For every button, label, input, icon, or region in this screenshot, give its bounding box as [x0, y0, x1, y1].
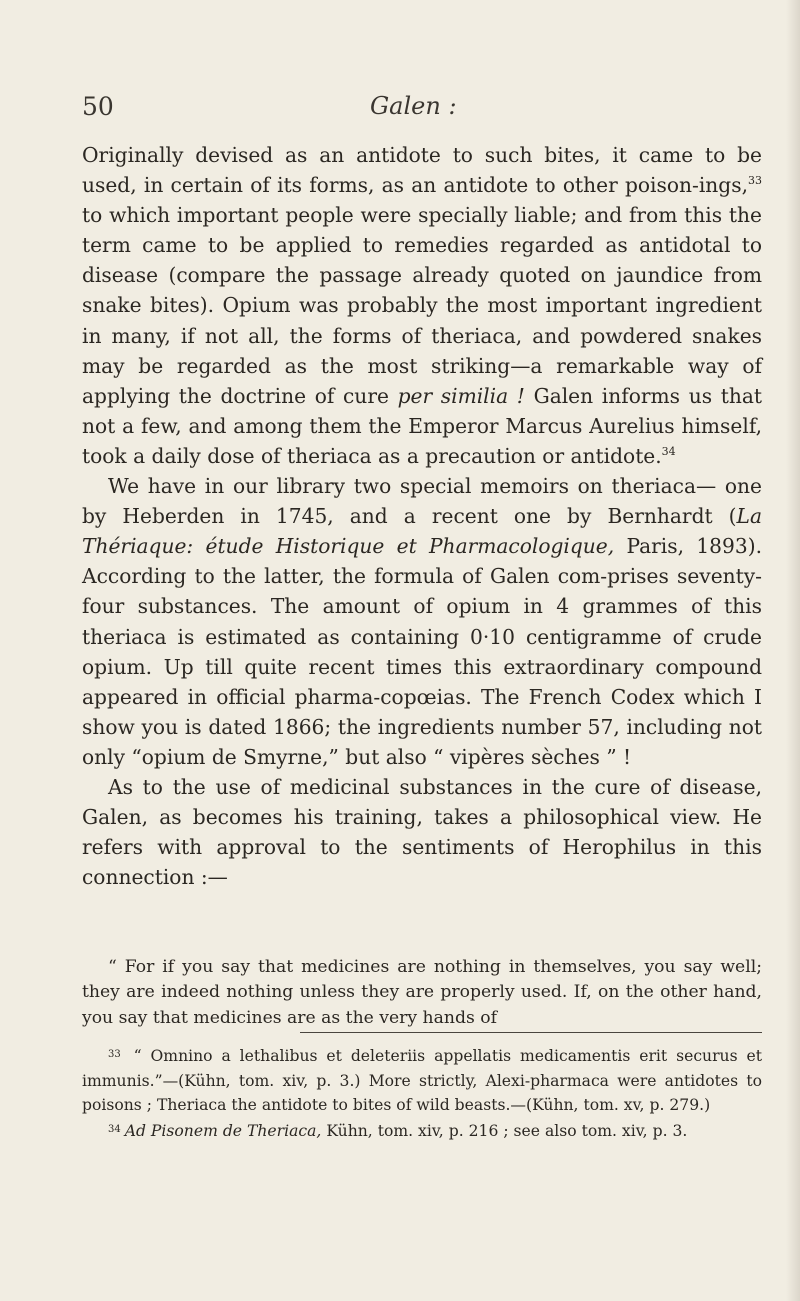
paragraph-1: Originally devised as an antidote to such bites, it came to be used, in certain of its forms, as an antidote to other poison-ings,$^{33}$ to which important people were specially liable; and from this the term came to be applied to remedies regarded as antidotal to disease (compare the passage already quoted on jaundice from snake bites). Opium was probably the most important ingredient in many, if not all, the forms of theriaca, and powdered snakes may be regarded as the most striking—a remarkable way of applying the doctrine of cure per similia ! Galen informs us that not a few, and among them the Emperor Marcus Aurelius himself, took a daily dose of theriaca as a precaution or antidote.$^{34}$: [82, 143, 762, 468]
footnote-34: $^{34}$ Ad Pisonem de Theriaca, Kühn, tom. xiv, p. 216 ; see also tom. xiv, p. 3.: [108, 1121, 688, 1140]
quote-text: “ For if you say that medicines are nothing in themselves, you say well; they are indeed nothing unless they are properly used. If, on the other hand, you say that medicines are as the very hands of: [82, 957, 762, 1028]
footnote-ref-34: 34: [661, 444, 676, 458]
running-head: Galen :: [370, 92, 457, 120]
footnote-ref-33: 33: [748, 174, 762, 188]
footnotes: [82, 1043, 762, 1143]
page-header: [82, 92, 760, 132]
paragraph-2: We have in our library two special memoirs on theriaca— one by Heberden in 1745, and a recent one by Bernhardt (La Thériaque: étude Historique et Pharmacologique, Paris, 1893). According to the latter, the formula of Galen com-prises seventy-four substances. The amount of opium in 4 grammes of this theriaca is estimated as containing 0·10 centigramme of crude opium. Up till quite recent times this extraordinary compound appeared in official pharma-copœias. The French Codex which I show you is dated 1866; the ingredients number 57, including not only “opium de Smyrne,” but also “ vipères sèches ” !: [82, 474, 762, 769]
main-text: [82, 140, 762, 892]
page-edge-shadow: [786, 0, 800, 1301]
footnote-rule: [300, 1032, 762, 1033]
paragraph-3: As to the use of medicinal substances in the cure of disease, Galen, as becomes his training, takes a philosophical view. He refers with approval to the sentiments of Herophilus in this connection :—: [82, 774, 762, 890]
footnote-33: $^{33}$ “ Omnino a lethalibus et deleteriis appellatis medicamentis erit securus et immunis.”—(Kühn, tom. xiv, p. 3.) More strictly, Alexi-pharmaca were antidotes to poisons ; Theriaca the antidote to bites of wild beasts.—(Kühn, tom. xv, p. 279.): [82, 1047, 762, 1115]
page-number: 50: [82, 92, 114, 121]
block-quote: [82, 955, 762, 1031]
